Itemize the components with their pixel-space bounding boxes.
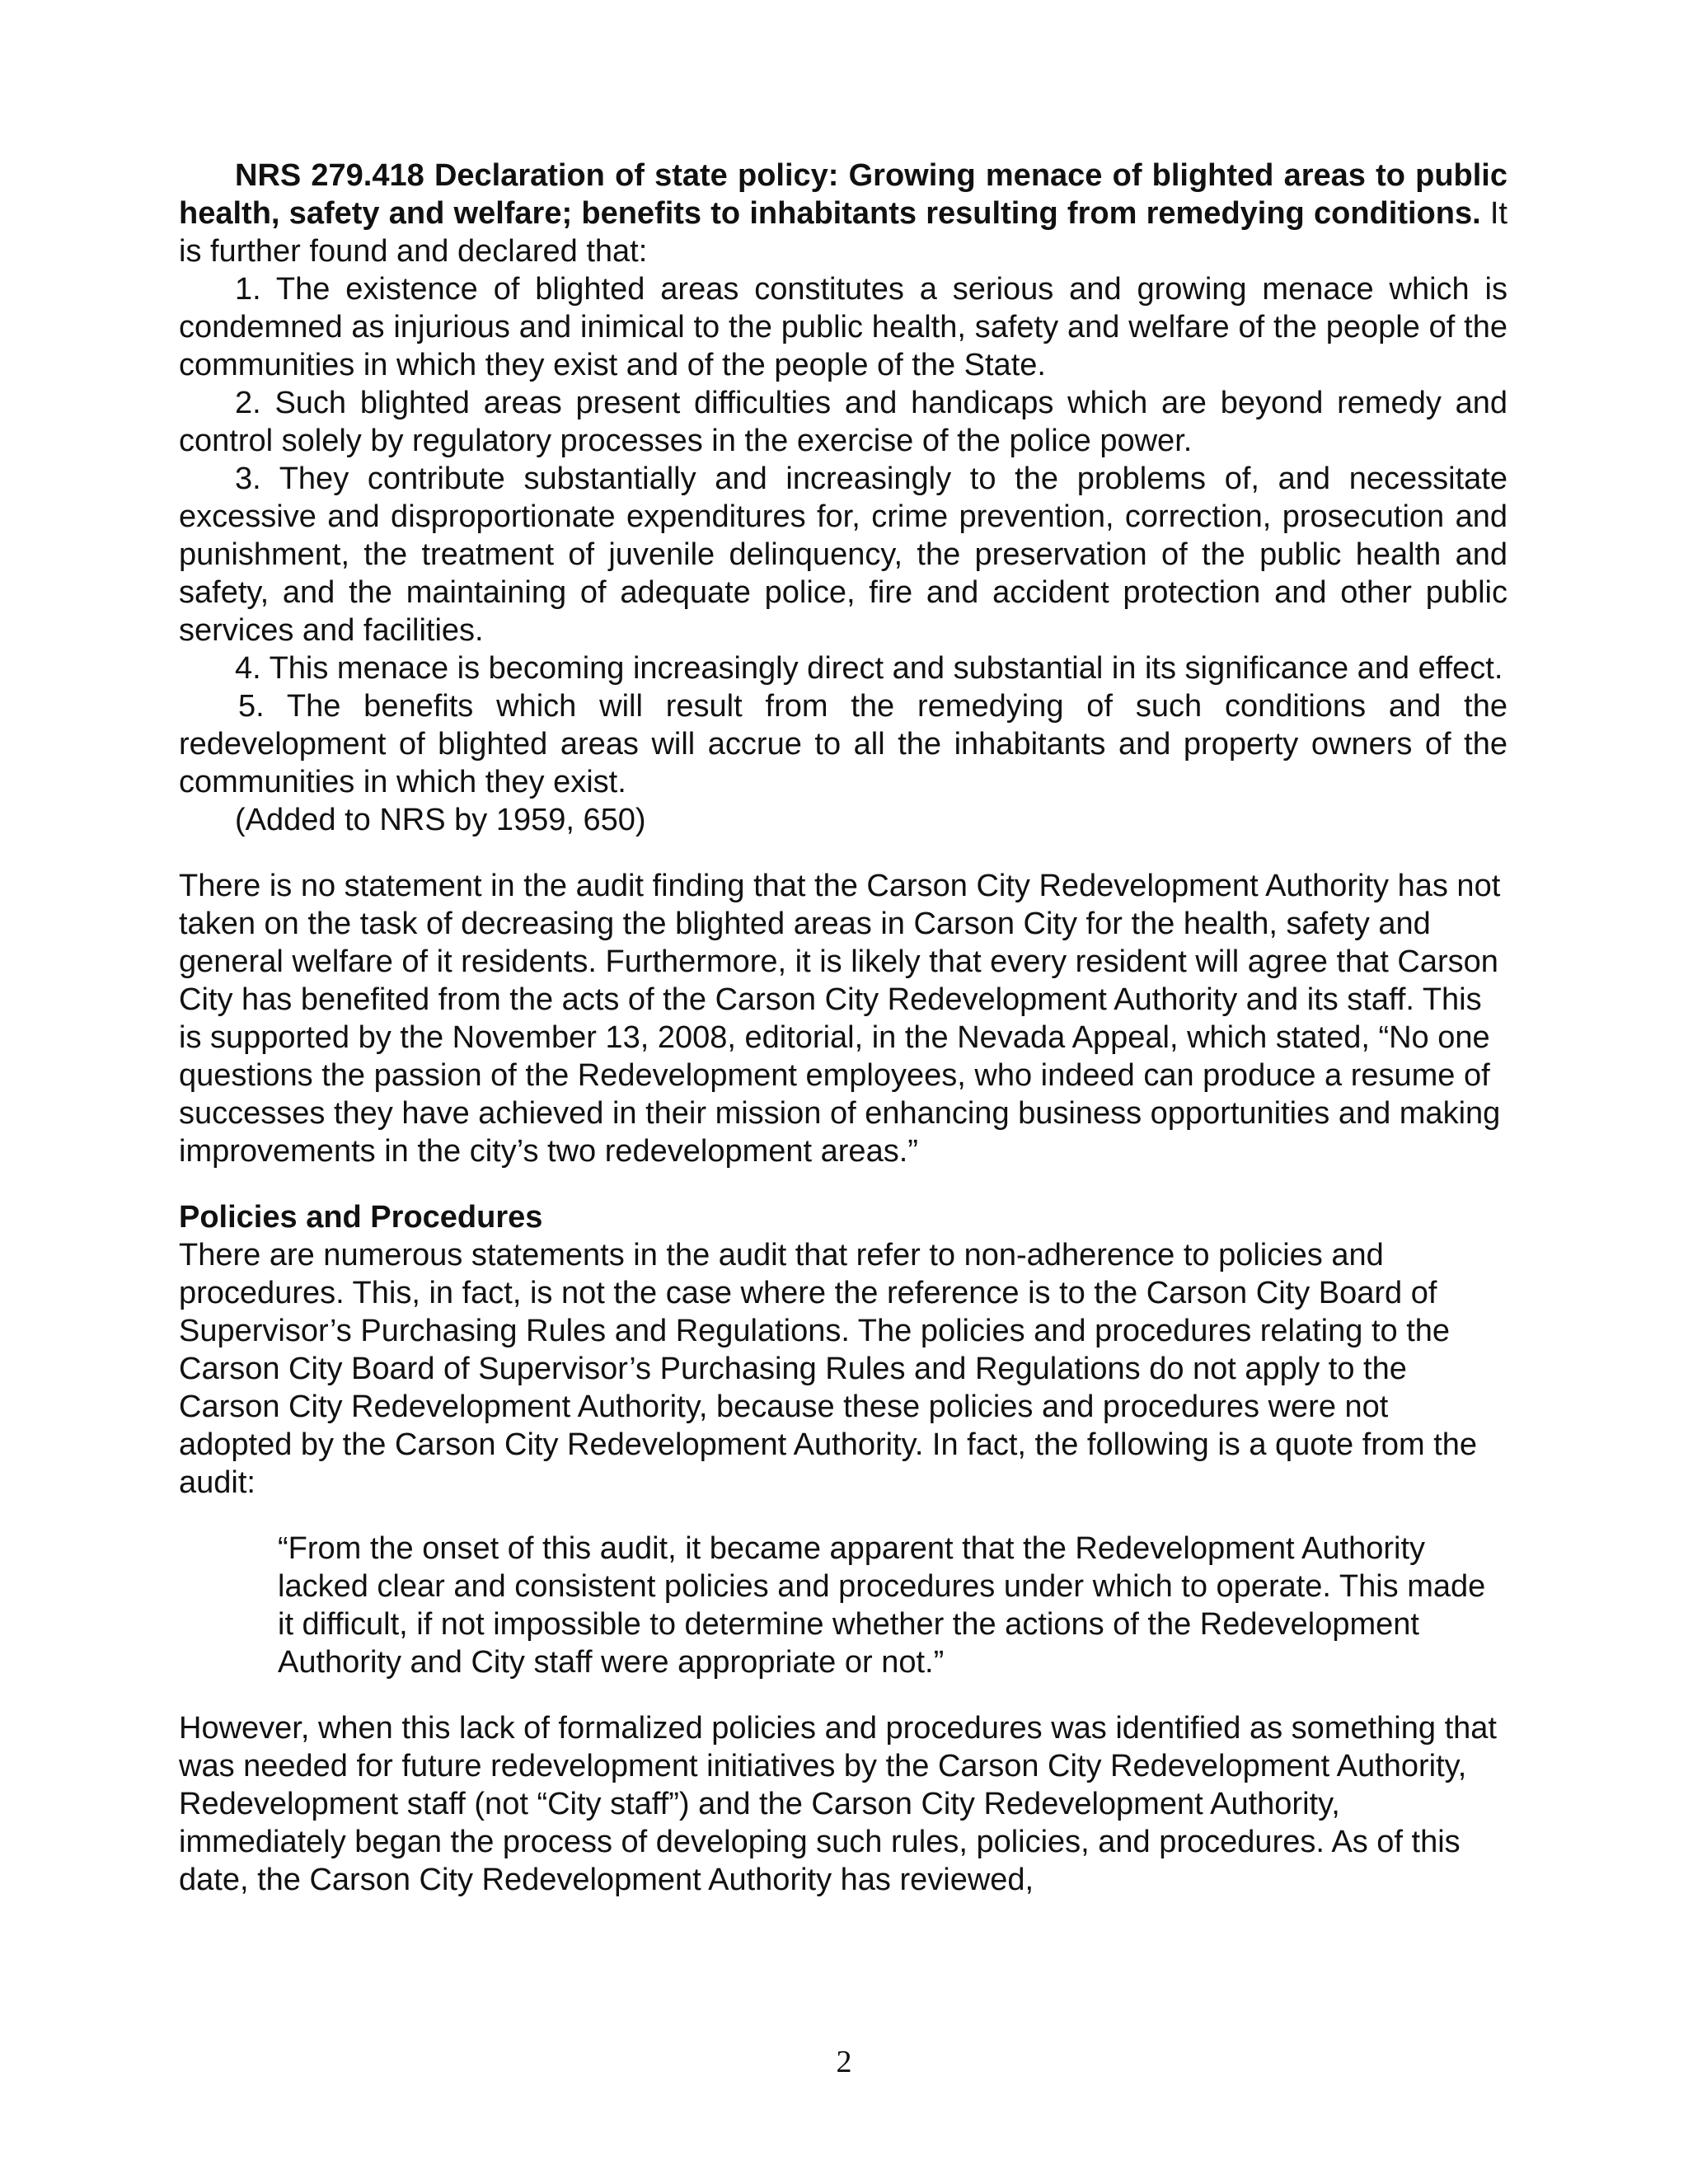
body-paragraph-3: However, when this lack of formalized policies and procedures was identified as something that was needed for future redevelopment initiatives by the Carson City Redevelopment Authority, Redevelopment staff (not “City staff”) and the Carson City Redevelopment Authority, immediately began the process of developing such rules, policies, and procedures. As of this date, the Carson City Redevelopment Authority has reviewed, [179, 1711, 1497, 1897]
nrs-heading [179, 157, 1507, 270]
nrs-heading-rest: It is further found and declared that: [179, 196, 1507, 269]
nrs-section [179, 157, 1507, 839]
body-paragraph-2: There are numerous statements in the audit that refer to non-adherence to policies and procedures. This, in fact, is not the case where the reference is to the Carson City Board of Supervisor’s Purchasing Rules and Regulations. The policies and procedures relating to the Carson City Board of Supervisor’s Purchasing Rules and Regulations do not apply to the Carson City Redevelopment Authority, because these policies and procedures were not adopted by the Carson City Redevelopment Authority. In fact, the following is a quote from the audit: [179, 1238, 1478, 1500]
nrs-item-4: 4. This menace is becoming increasingly direct and substantial in its significance and effect. [235, 651, 1503, 686]
section-heading: Policies and Procedures [179, 1200, 543, 1235]
nrs-citation: (Added to NRS by 1959, 650) [235, 803, 646, 837]
nrs-item-2: 2. Such blighted areas present difficulties and handicaps which are beyond remedy and control solely by regulatory processes in the exercise of the police power. [179, 386, 1507, 458]
page-number: 2 [836, 2045, 852, 2079]
body-paragraph-1: There is no statement in the audit finding that the Carson City Redevelopment Authority has not taken on the task of decreasing the blighted areas in Carson City for the health, safety and general welfare of it residents. Furthermore, it is likely that every resident will agree that Carson City has benefited from the acts of the Carson City Redevelopment Authority and its staff. This is supported by the November 13, 2008, editorial, in the Nevada Appeal, which stated, “No one questions the passion of the Redevelopment employees, who indeed can produce a resume of successes they have achieved in their mission of enhancing business opportunities and making improvements in the city’s two redevelopment areas.” [179, 869, 1501, 1169]
audit-quote: “From the onset of this audit, it became apparent that the Redevelopment Authority lacked clear and consistent policies and procedures under which to operate. This made it difficult, if not impossible to determine whether the actions of the Redevelopment Authority and City staff were appropriate or not.” [278, 1531, 1486, 1680]
nrs-item-3: 3. They contribute substantially and increasingly to the problems of, and necessitate excessive and disproportionate expenditures for, crime prevention, correction, prosecution and punishment, the treatment of juvenile delinquency, the preservation of the public health and safety, and the maintaining of adequate police, fire and accident protection and other public services and facilities. [179, 462, 1507, 648]
nrs-item-1: 1. The existence of blighted areas constitutes a serious and growing menace which is condemned as injurious and inimical to the public health, safety and welfare of the people of the communities in which they exist and of the people of the State. [179, 272, 1507, 382]
page-content [179, 157, 1507, 1899]
nrs-heading-bold: NRS 279.418 Declaration of state policy: Growing menace of blighted areas to public health, safety and welfare; benefits to inhabitants resulting from remedying conditions. [179, 158, 1507, 231]
nrs-item-5: 5. The benefits which will result from the remedying of such conditions and the redevelopment of blighted areas will accrue to all the inhabitants and property owners of the communities in which they exist. [179, 689, 1507, 799]
